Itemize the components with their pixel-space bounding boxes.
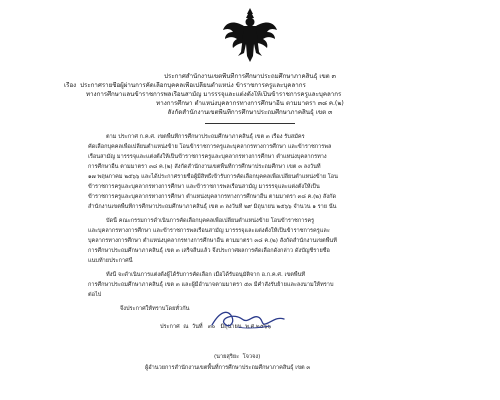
- paragraph-line: ต่อไป: [88, 292, 102, 298]
- paragraph-line: การศึกษาอื่น ตามมาตรา ๓๘ ค.(๒) สังกัดสำนักงานเขตพื้นที่การศึกษาประถมศึกษา เขต ๓ ลงวันที่: [88, 164, 321, 170]
- paragraph-line: การศึกษาประถมศึกษาภาคสินธุ์ เขต ๓ เสร็จสิ้นแล้ว จึงประกาศผลการคัดเลือกดังกล่าว ดังบัญชีรายชื่อ: [88, 248, 330, 254]
- subject-line: ทางการศึกษาแลนข้าราชการพลเรือนสามัญ มารรรจุและแต่งตั้งให้เป็นข้าราชการครูและบุคลากร: [86, 91, 342, 98]
- paragraph-line: ข้าราชการครูและบุคลากรทางการศึกษา และข้าราชการพลเรือนสามัญ มารรรจุและแต่งตั้งให้เป็น: [88, 184, 320, 190]
- subject-line: สังกัดสำนักงานเขตพื้นที่การศึกษาประถมศึกษาภาคสินธุ์ เขต ๓: [167, 109, 333, 116]
- subject-line: ทางการศึกษา ตำแหน่งบุคลากรทางการศึกษาอื่น ตามมาตรา ๓๘ ค.(๒): [156, 100, 344, 107]
- paragraph-line: ทั้งนี้ จะดำเนินการแต่งตั้งผู้ได้รับการคัดเลือก เมื่อได้รับอนุมัติจาก อ.ก.ค.ศ. เขตพื้นที่: [106, 272, 306, 278]
- closing-notice: จึงประกาศให้ทราบโดยทั่วกัน: [120, 306, 190, 312]
- signer-name: (นายสุริยะ โจวจง): [214, 354, 261, 360]
- paragraph-line: ตาม ประกาศ ก.ค.ศ. เขตพื้นที่การศึกษาประถมศึกษาภาคสินธุ์ เขต ๓ เรื่อง รับสมัคร: [106, 134, 305, 140]
- announcement-date: ประกาศ ณ วันที่ ๓๐ มิถุนายน พ.ศ.๒๕๖๖: [160, 324, 272, 330]
- paragraph-line: เรือนสามัญ มารรรจุและแต่งตั้งให้เป็นข้าราชการครูและบุคลากรทางการศึกษา ตำแหน่งบุคลากรทาง: [88, 154, 327, 160]
- paragraph-line: ๑๗ พฤษภาคม ๒๕๖๖ และได้ประกาศรายชื่อผู้มีสิทธิ์เข้ารับการคัดเลือกบุคคลเพื่อเปลี่ยนตำแหน่งข้าย โอน: [88, 174, 338, 180]
- paragraph-line: บัดนี้ คณะกรรมการดำเนินการคัดเลือกบุคคลเพื่อเปลี่ยนตำแหน่งข้าย โอนข้าราชการครู: [106, 218, 315, 224]
- signer-title: ผู้อำนวยการสำนักงานเขตพื้นที่การศึกษาประถมศึกษาภาคสินธุ์ เขต ๓: [145, 365, 311, 371]
- paragraph-line: การศึกษาประถมศึกษาภาคสินธุ์ เขต ๓ และผู้มีอำนาจตามมาตรา ๕๓ มีคำสั่งรับย้ายและลงนามให้ทราบ: [88, 282, 334, 288]
- paragraph-line: คัดเลือกบุคคลเพื่อเปลี่ยนตำแหน่งข้าย โอนข้าราชการครูและบุคลากรทางการศึกษา และข้าราชการพล: [88, 144, 332, 150]
- paragraph-line: บุคลากรทางการศึกษา ตำแหน่งบุคลากรทางการศึกษาอื่น ตามมาตรา ๓๘ ค.(๒) สังกัดสำนักงานเขตพื้นที่: [88, 238, 337, 244]
- paragraph-line: แนบท้ายประกาศนี้: [88, 258, 133, 264]
- subject-line: เรื่อง ประกาศรายชื่อผู้ผ่านการคัดเลือกบุคคลเพื่อเปลี่ยนตำแหน่ง ข้าราชการครูและบุคลากร: [64, 82, 306, 89]
- paragraph-line: และบุคลากรทางการศึกษา และข้าราชการพลเรือนสามัญ มารรรจุและแต่งตั้งให้เป็นข้าราชการครูและ: [88, 228, 330, 234]
- garuda-emblem-icon: [222, 6, 278, 64]
- paragraph-line: สำนักงานเขตพื้นที่การศึกษาประถมศึกษาภาคสินธุ์ เขต ๓ ลงวันที่ ๒๙ มิถุนายน ๒๕๖๖ จำนวน ๑ ราย นั้น: [88, 204, 337, 210]
- announcement-title: ประกาศสำนักงานเขตพื้นที่การศึกษาประถมศึกษาภาคสินธุ์ เขต ๓: [164, 73, 336, 80]
- handwritten-signature: [208, 305, 288, 333]
- title-divider: [205, 123, 295, 124]
- paragraph-line: ข้าราชการครูและบุคลากรทางการศึกษา ตำแหน่งบุคลากรทางการศึกษาอื่น ตามมาตรา ๓๘ ค.(๒) สังกัด: [88, 194, 337, 200]
